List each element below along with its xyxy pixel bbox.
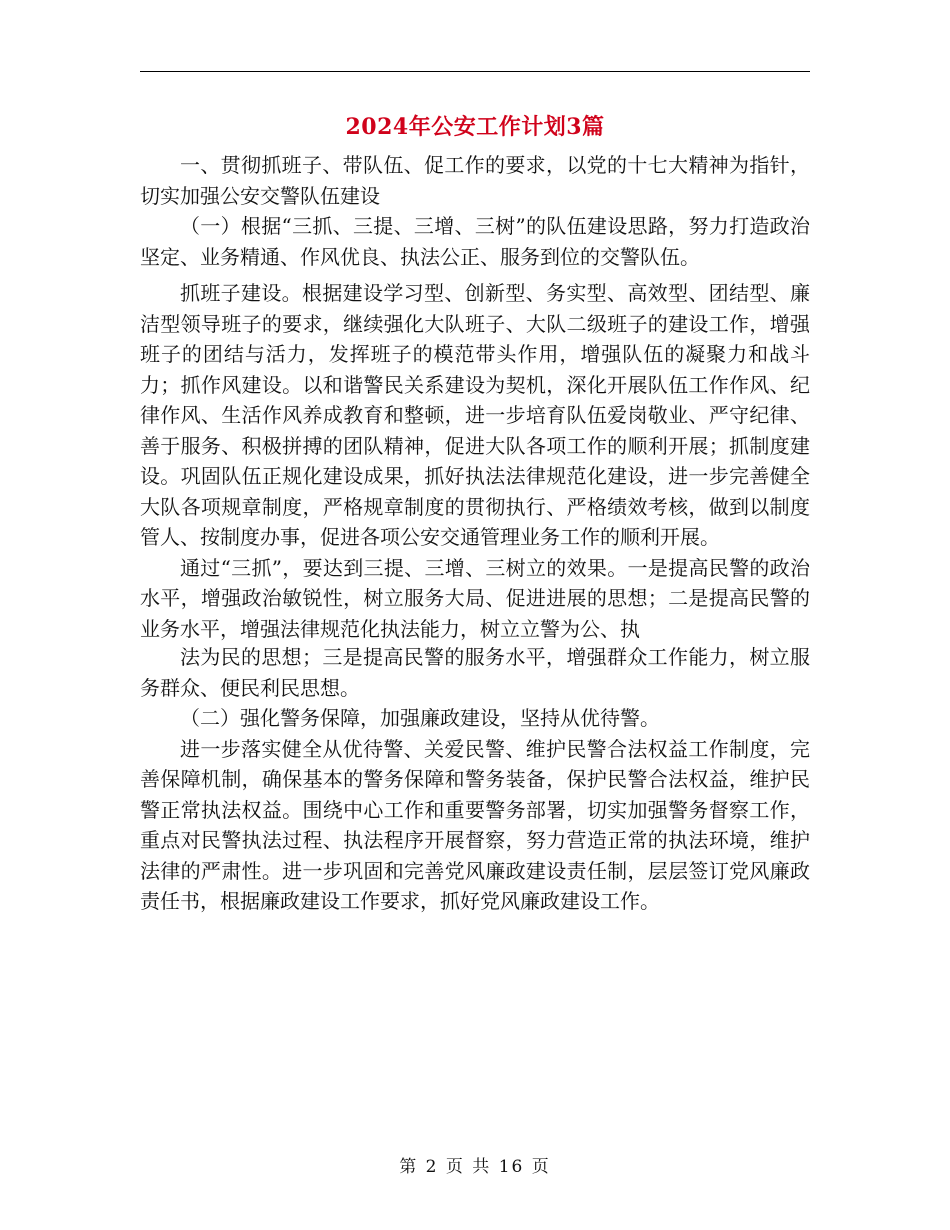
paragraph: （二）强化警务保障，加强廉政建设，坚持从优待警。 [180,706,660,730]
paragraph: 法为民的思想；三是提高民警的服务水平，增强群众工作能力，树立服务群众、便民利民思想。 [140,645,810,700]
paragraph: 一、贯彻抓班子、带队伍、促工作的要求，以党的十七大精神为指针，切实加强公安交警队伍建设 [140,153,810,208]
paragraph: （一）根据“三抓、三提、三增、三树”的队伍建设思路，努力打造政治坚定、业务精通、作风优良、执法公正、服务到位的交警队伍。 [140,214,810,269]
page-number: 第 2 页 共 16 页 [399,1157,551,1177]
paragraph: 通过“三抓”，要达到三提、三增、三树立的效果。一是提高民警的政治水平，增强政治敏锐性，树立服务大局、促进进展的思想；二是提高民警的业务水平，增强法律规范化执法能力，树立立警为公、执 [140,555,810,641]
paragraph: 进一步落实健全从优待警、关爱民警、维护民警合法权益工作制度，完善保障机制，确保基本的警务保障和警务装备，保护民警合法权益，维护民警正常执法权益。围绕中心工作和重要警务部署，切实加强警务督察工作，重点对民警执法过程、执法程序开展督察，努力营造正常的执法环境，维护法律的严肃性。进一步巩固和完善党风廉政建设责任制，层层签订党风廉政责任书，根据廉政建设工作要求，抓好党风廉政建设工作。 [140,736,810,913]
document-title: 2024年公安工作计划3篇 [345,114,605,140]
document-body [140,150,810,917]
paragraph: 抓班子建设。根据建设学习型、创新型、务实型、高效型、团结型、廉洁型领导班子的要求，继续强化大队班子、大队二级班子的建设工作，增强班子的团结与活力，发挥班子的模范带头作用，增强队伍的凝聚力和战斗力；抓作风建设。以和谐警民关系建设为契机，深化开展队伍工作作风、纪律作风、生活作风养成教育和整顿，进一步培育队伍爱岗敬业、严守纪律、善于服务、积极拼搏的团队精神，促进大队各项工作的顺利开展；抓制度建设。巩固队伍正规化建设成果，抓好执法法律规范化建设，进一步完善健全大队各项规章制度，严格规章制度的贯彻执行、严格绩效考核，做到以制度管人、按制度办事，促进各项公安交通管理业务工作的顺利开展。 [140,281,810,549]
header-rule [140,71,810,72]
